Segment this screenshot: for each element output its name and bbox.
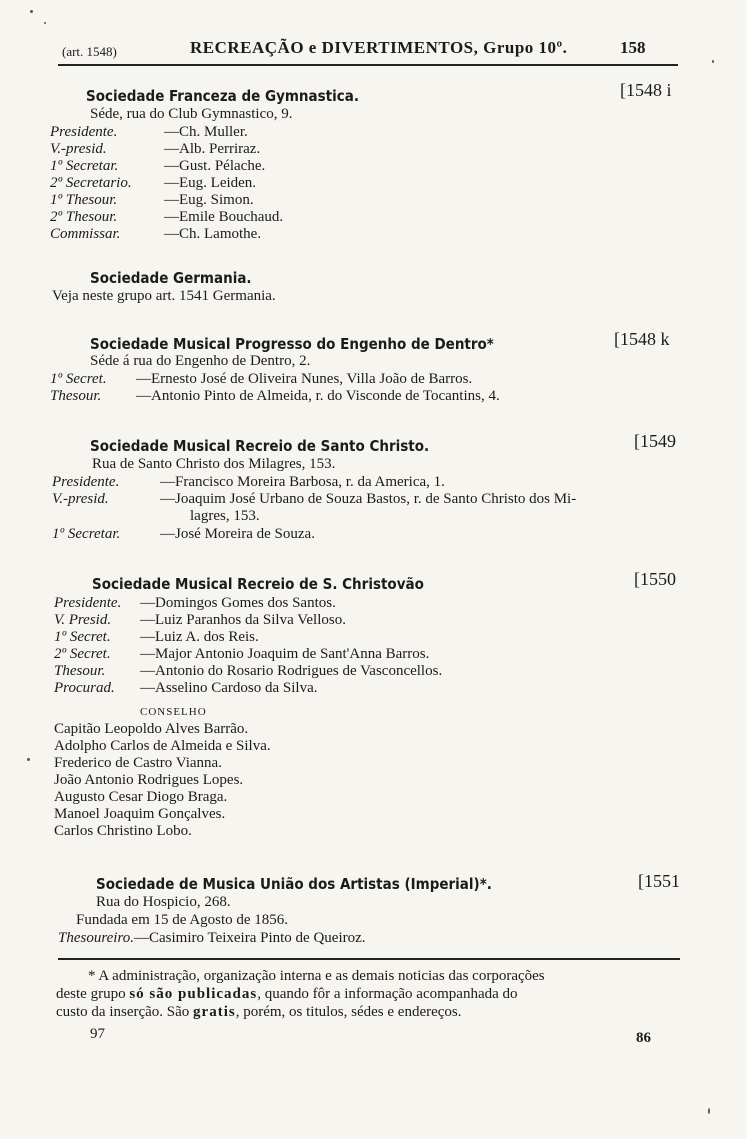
officer-role: Procurad. [54,680,115,696]
section-title: Sociedade Germania. [90,269,252,287]
footer-right-number: 86 [636,1030,651,1046]
section-title: Sociedade Musical Recreio de Santo Christo. [90,437,430,455]
officer-role: V.-presid. [50,141,107,157]
officer-role: Commissar. [50,226,121,242]
council-member: Adolpho Carlos de Almeida e Silva. [54,738,271,754]
section-title: Sociedade Musical Progresso do Engenho de Dentro* [90,335,494,353]
officer-row [54,663,442,680]
officer-role: 2º Secretario. [50,175,132,191]
section-title: Sociedade Musical Recreio de S. Christovão [92,575,424,593]
officer-row [50,192,254,209]
header-rule [58,64,678,66]
article-number: [1549 [634,431,676,451]
article-number: [1548 k [614,329,670,349]
officer-name: —Eug. Simon. [164,192,254,208]
officer-role: V.-presid. [52,491,109,507]
section-note: Veja neste grupo art. 1541 Germania. [52,288,276,304]
footnote-text: custo da inserção. São [56,1004,194,1020]
scan-speck [708,1108,710,1114]
council-member: Augusto Cesar Diogo Braga. [54,789,228,805]
officer-name: —Alb. Perriraz. [164,141,261,157]
officer-role: 2º Secret. [54,646,111,662]
footnote-text: deste grupo [56,986,130,1002]
footnote-line-1: * A administração, organização interna e as demais noticias das corporações [88,968,545,984]
officer-name: —Joaquim José Urbano de Souza Bastos, r. de Santo Christo dos Mi- [160,491,577,507]
officer-role: Presidente. [52,474,120,490]
officer-name: —Antonio Pinto de Almeida, r. do Visconde de Tocantins, 4. [136,388,500,404]
officer-row [54,612,346,629]
officer-row [54,680,318,697]
officer-name: —Ernesto José de Oliveira Nunes, Villa João de Barros. [136,371,473,387]
officer-role: 2º Thesour. [50,209,118,225]
scan-speck [30,10,33,13]
article-number: [1551 [638,871,680,891]
officer-row [50,175,256,192]
footnote-emphasis: gratis [193,1004,236,1020]
officer-row [58,930,366,947]
officer-row [52,508,260,525]
section-address: Séde, rua do Club Gymnastico, 9. [90,106,293,122]
officer-row [54,595,336,612]
officer-role: Thesoureiro. [58,930,134,946]
officer-name: —Luiz A. dos Reis. [140,629,259,645]
council-member: Carlos Christino Lobo. [54,823,192,839]
officer-row [50,371,472,388]
footnote-rule [58,958,680,960]
footnote-line-3 [56,1004,462,1021]
article-number: [1548 i [620,80,672,100]
officer-name: —Casimiro Teixeira Pinto de Queiroz. [133,930,366,946]
officer-row [52,526,315,543]
officer-role: Presidente. [54,595,122,611]
header-article-ref: (art. 1548) [62,44,117,59]
footnote-text: , quando fôr a informação acompanhada do [257,986,518,1002]
founded-date: Fundada em 15 de Agosto de 1856. [76,912,289,928]
section-title: Sociedade Franceza de Gymnastica. [86,87,359,105]
council-member: Manoel Joaquim Gonçalves. [54,806,226,822]
officer-row [52,491,576,508]
officer-role: 1º Secretar. [50,158,119,174]
officer-role: Thesour. [54,663,106,679]
officer-name: —Emile Bouchaud. [164,209,284,225]
officer-row [54,646,429,663]
officer-row [54,629,259,646]
officer-role: 1º Thesour. [50,192,118,208]
officer-role: 1º Secretar. [52,526,121,542]
officer-name: —Luiz Paranhos da Silva Velloso. [140,612,346,628]
footer-left-number: 97 [90,1026,105,1042]
officer-name: —Asselino Cardoso da Silva. [140,680,318,696]
officer-role: Presidente. [50,124,118,140]
scan-speck [44,22,46,24]
officer-role: V. Presid. [54,612,112,628]
section-address: Rua do Hospicio, 268. [96,894,231,910]
officer-row [50,158,265,175]
officer-role: 1º Secret. [54,629,111,645]
officer-name: —Eug. Leiden. [164,175,257,191]
officer-name: —Domingos Gomes dos Santos. [140,595,336,611]
footnote-emphasis: só são publicadas [129,986,258,1002]
officer-role: 1º Secret. [50,371,107,387]
section-title: Sociedade de Musica União dos Artistas (Imperial)*. [96,875,492,893]
officer-name: —Major Antonio Joaquim de Sant'Anna Barros. [140,646,430,662]
council-member: João Antonio Rodrigues Lopes. [54,772,244,788]
officer-name: —Gust. Pélache. [164,158,266,174]
officer-row [52,474,445,491]
officer-row [50,141,260,158]
section-address: Séde á rua do Engenho de Dentro, 2. [90,353,311,369]
officer-name: —Antonio do Rosario Rodrigues de Vasconcellos. [140,663,443,679]
section-address: Rua de Santo Christo dos Milagres, 153. [92,456,336,472]
council-member: Frederico de Castro Vianna. [54,755,222,771]
officer-name: —Ch. Lamothe. [164,226,262,242]
footnote-line-2 [56,986,518,1003]
officer-row [50,124,248,141]
officer-name: lagres, 153. [190,508,260,524]
header-title: RECREAÇÃO e DIVERTIMENTOS, Grupo 10º. [190,38,568,57]
article-number: [1550 [634,569,676,589]
officer-row [50,209,283,226]
officer-name: —José Moreira de Souza. [160,526,315,542]
officer-row [50,388,500,405]
officer-name: —Francisco Moreira Barbosa, r. da America, 1. [160,474,445,490]
council-heading: CONSELHO [140,706,207,718]
officer-name: —Ch. Muller. [164,124,248,140]
officer-row [50,226,261,243]
header-page-number: 158 [620,38,646,57]
scan-speck [27,758,30,761]
scan-speck [712,60,714,63]
council-member: Capitão Leopoldo Alves Barrão. [54,721,249,737]
footnote-text: , porém, os titulos, sédes e endereços. [235,1004,462,1020]
officer-role: Thesour. [50,388,102,404]
